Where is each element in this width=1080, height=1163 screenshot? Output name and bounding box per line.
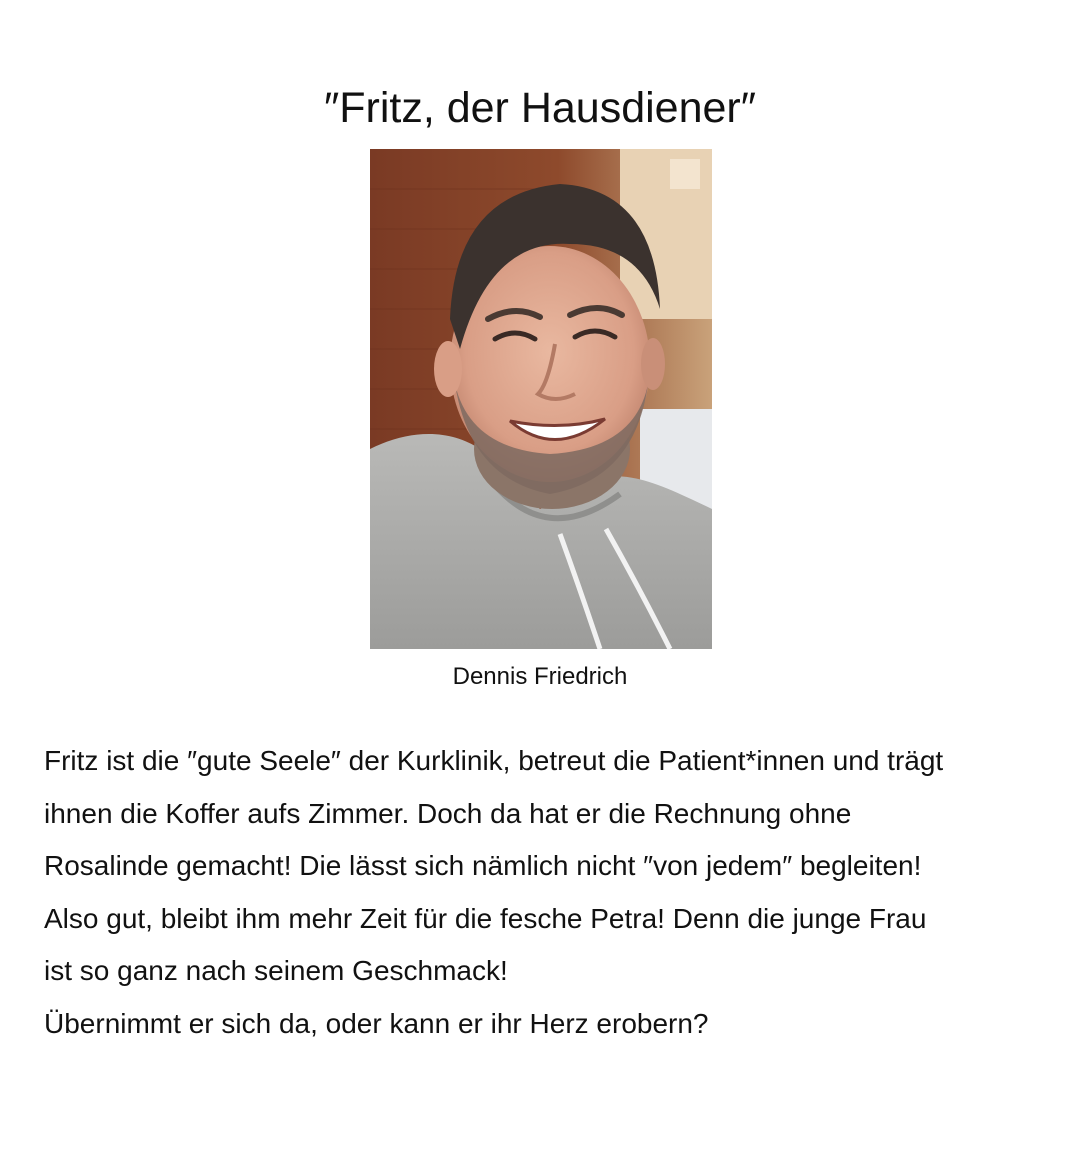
photo-caption: Dennis Friedrich (452, 663, 628, 690)
description-line: Fritz ist die ″gute Seele″ der Kurklinik, betreut die Patient*innen und trägt (44, 745, 944, 776)
description-line: Rosalinde gemacht! Die lässt sich nämlich nicht ″von jedem″ begleiten! (44, 850, 922, 881)
page-title: ″Fritz, der Hausdiener″ (324, 84, 756, 132)
description-line: Also gut, bleibt ihm mehr Zeit für die fesche Petra! Denn die junge Frau (44, 902, 927, 934)
description-line: Übernimmt er sich da, oder kann er ihr Herz erobern? (44, 1007, 709, 1039)
description-line: ist so ganz nach seinem Geschmack! (44, 955, 508, 986)
portrait-photo (370, 149, 712, 649)
description-text (44, 735, 1044, 1050)
description-line: ihnen die Koffer aufs Zimmer. Doch da hat er die Rechnung ohne (44, 797, 852, 829)
